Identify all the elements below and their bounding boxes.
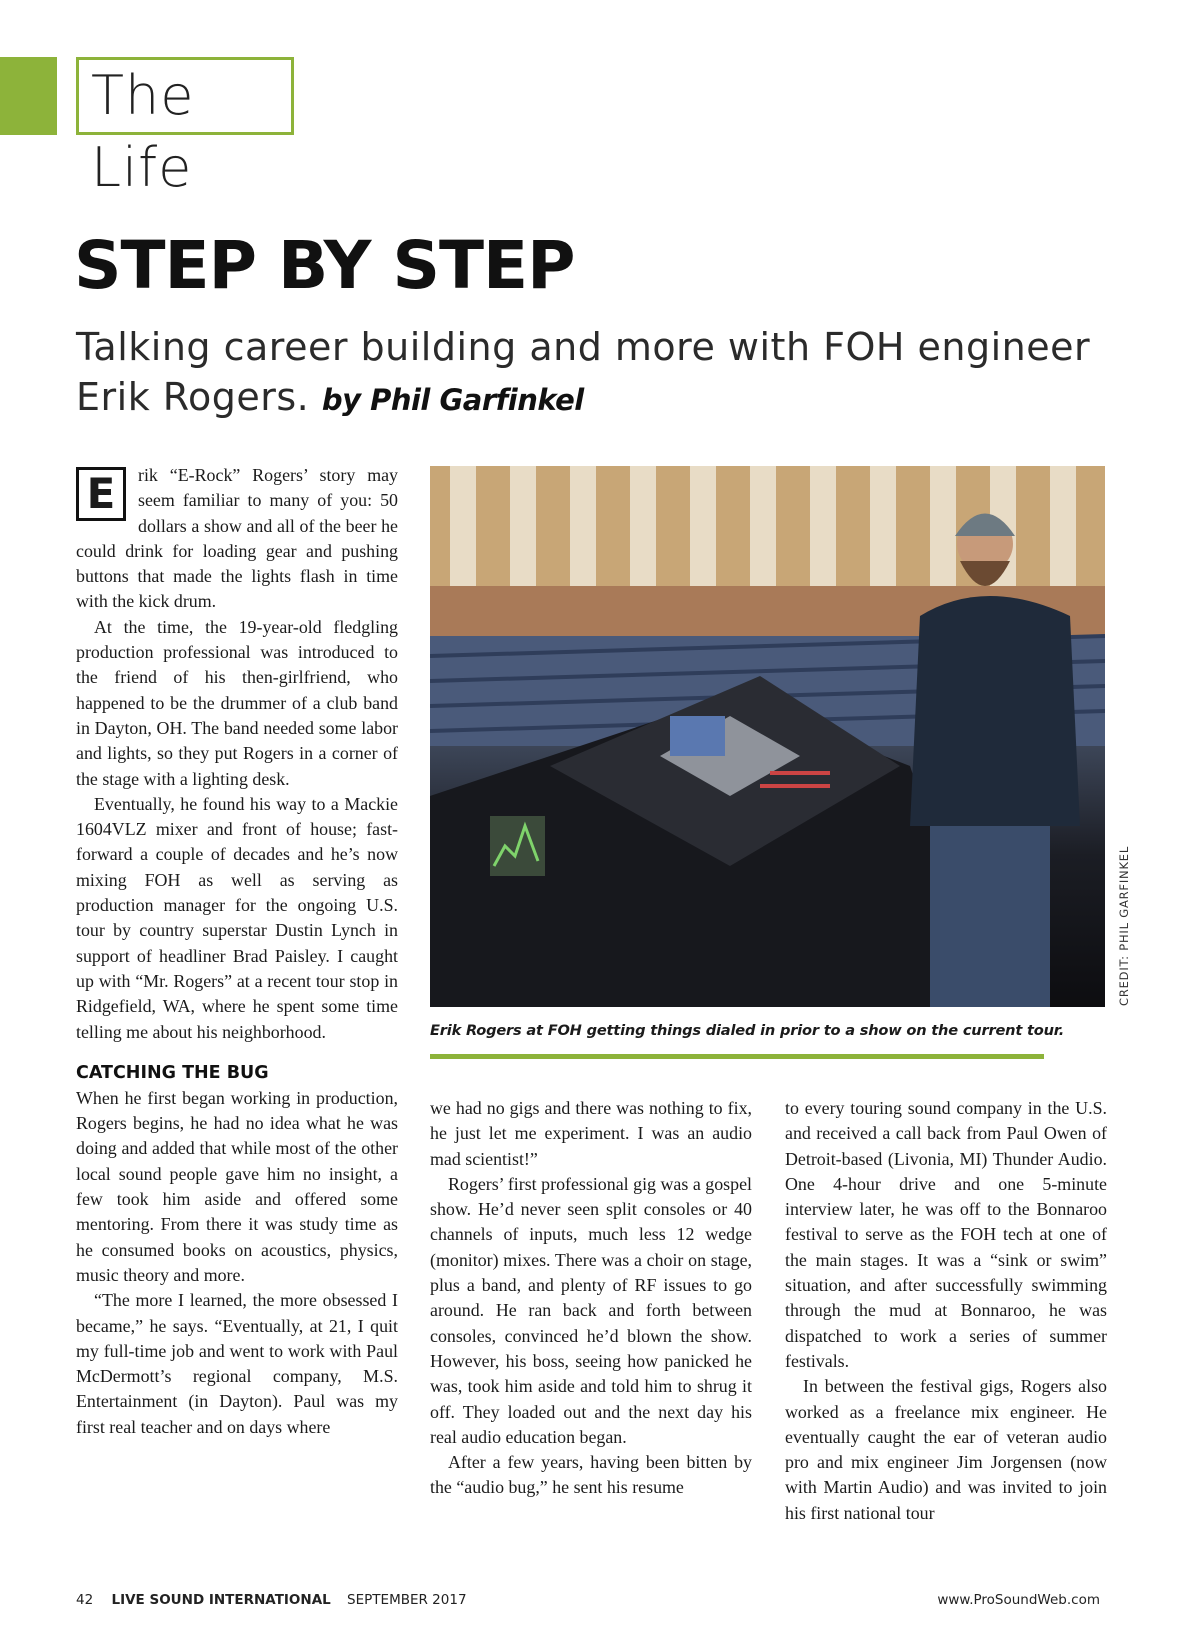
drop-cap: E — [76, 467, 126, 521]
paragraph-9: to every touring sound company in the U.S. and received a call back from Paul Owen of Detroit-based (Livonia, MI) Thunder Audio. One 4-hour drive and one 5-minute interview later, he was off to the Bonnaroo festival to serve as the FOH tech at one of the main stages. It was a “sink or swim” situation, and after successfully swimming through the mud at Bonnaroo, he was dispatched to work a series of summer festivals. — [785, 1098, 1107, 1371]
paragraph-7: Rogers’ first professional gig was a gospel show. He’d never seen split consoles or 40 channels of inputs, much less 12 wedge (monitor) mixes. There was a choir on stage, plus a band, and plenty of RF issues to go around. He ran back and forth between consoles, convinced he’d blown the show. However, his boss, seeing how panicked he was, took him aside and told him to shrug it off. They loaded out and the next day his real audio education began. — [430, 1173, 752, 1447]
caption-rule — [430, 1054, 1044, 1059]
article-column-1 — [76, 463, 398, 1440]
page-number: 42 — [76, 1592, 94, 1608]
byline: by Phil Garfinkel — [321, 383, 584, 417]
issue-date: SEPTEMBER 2017 — [347, 1592, 467, 1608]
paragraph-8: After a few years, having been bitten by the “audio bug,” he sent his resume — [430, 1452, 752, 1498]
paragraph-2: At the time, the 19-year-old fledgling production professional was introduced to the friend of his then-girlfriend, who happened to be the drummer of a club band in Dayton, OH. The band needed some labor and lights, so they put Rogers in a corner of the stage with a lighting desk. — [76, 616, 398, 789]
article-column-2 — [430, 1096, 752, 1501]
paragraph-6: we had no gigs and there was nothing to fix, he just let me experiment. I was an audio mad scientist!” — [430, 1098, 752, 1169]
article-photo — [430, 466, 1105, 1007]
footer — [76, 1592, 467, 1608]
magazine-name: LIVE SOUND INTERNATIONAL — [111, 1592, 331, 1608]
paragraph-1 — [76, 463, 398, 615]
paragraph-3: Eventually, he found his way to a Mackie 1604VLZ mixer and front of house; fast-forward a couple of decades and he’s now mixing FOH as well as serving as production manager for the ongoing U.S. tour by country superstar Dustin Lynch in support of headliner Brad Paisley. I caught up with “Mr. Rogers” at a recent tour stop in Ridgefield, WA, where he spent some time telling me about his neighborhood. — [76, 793, 398, 1042]
photo-credit: CREDIT: PHIL GARFINKEL — [1117, 845, 1131, 1006]
footer-url[interactable]: www.ProSoundWeb.com — [937, 1592, 1100, 1608]
paragraph-1-text: rik “E-Rock” Rogers’ story may seem familiar to many of you: 50 dollars a show and all of the beer he could drink for loading gear and pushing buttons that made the lights flash in time with the kick drum. — [76, 465, 398, 612]
paragraph-10: In between the festival gigs, Rogers also worked as a freelance mix engineer. He eventually caught the ear of veteran audio pro and mix engineer Jim Jorgensen (now with Martin Audio) and was invited to join his first national tour — [785, 1376, 1107, 1523]
paragraph-5: “The more I learned, the more obsessed I became,” he says. “Eventually, at 21, I quit my full-time job and went to work with Paul McDermott’s regional company, M.S. Entertainment (in Dayton). Paul was my first real teacher and on days where — [76, 1290, 398, 1437]
paragraph-4: When he first began working in production, Rogers begins, he had no idea what he was doing and added that while most of the other local sound people gave him no insight, a few took him aside and offered some mentoring. From there it was study time as he consumed books on acoustics, physics, music theory and more. — [76, 1087, 398, 1285]
headline: STEP BY STEP — [74, 227, 575, 304]
section-label: The Life — [76, 57, 294, 135]
section-accent-bar — [0, 57, 57, 135]
dek-text: Talking career building and more with FOH engineer Erik Rogers. — [76, 325, 1091, 419]
article-column-3 — [785, 1096, 1107, 1526]
dek — [76, 322, 1156, 425]
photo-illustration — [430, 466, 1105, 1007]
subhead-catching-the-bug: CATCHING THE BUG — [76, 1062, 269, 1083]
photo-caption: Erik Rogers at FOH getting things dialed in prior to a show on the current tour. — [430, 1022, 1065, 1039]
